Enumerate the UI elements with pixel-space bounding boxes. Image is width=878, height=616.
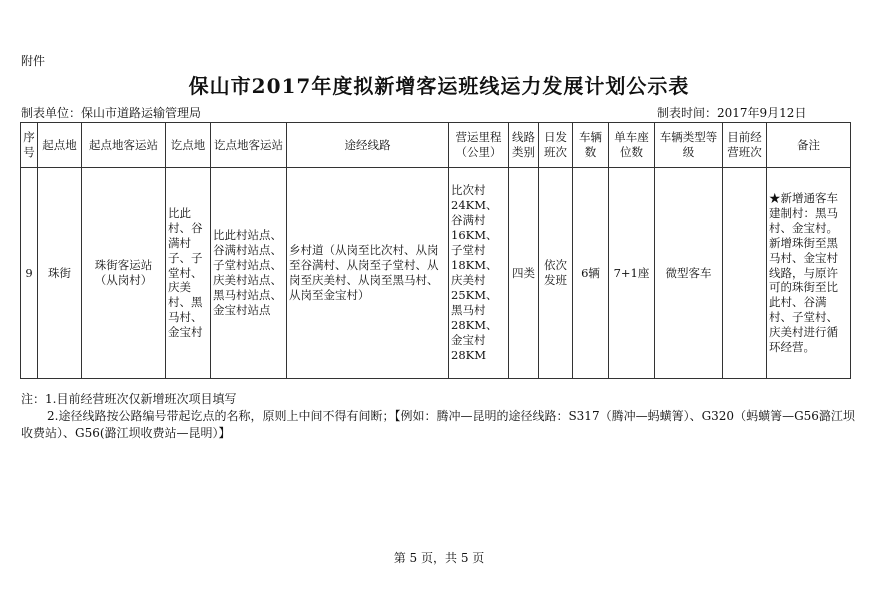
header-cell: 目前经营班次 bbox=[723, 123, 767, 168]
cell-vehicle-type: 微型客车 bbox=[655, 168, 723, 379]
cell-route: 乡村道（从岗至比次村、从岗至谷满村、从岗至子堂村、从岗至庆美村、从岗至黑马村、从岗至金宝村） bbox=[287, 168, 449, 379]
document-title: 保山市2017年度拟新增客运班线运力发展计划公示表 bbox=[188, 74, 690, 98]
header-cell: 备注 bbox=[767, 123, 851, 168]
table-row bbox=[21, 168, 851, 379]
header-cell: 序号 bbox=[21, 123, 38, 168]
header-cell: 起点地客运站 bbox=[82, 123, 166, 168]
header-cell: 讫点地客运站 bbox=[211, 123, 287, 168]
page-number: 第 5 页，共 5 页 bbox=[393, 551, 485, 565]
cell-daily-runs: 依次发班 bbox=[539, 168, 573, 379]
table-header-row bbox=[21, 123, 851, 168]
header-cell: 起点地 bbox=[38, 123, 82, 168]
header-cell: 单车座位数 bbox=[609, 123, 655, 168]
header-cell: 讫点地 bbox=[166, 123, 211, 168]
header-cell: 途经线路 bbox=[287, 123, 449, 168]
cell-origin: 珠街 bbox=[38, 168, 82, 379]
cell-vehicle-count: 6辆 bbox=[573, 168, 609, 379]
attachment-label: 附件 bbox=[21, 54, 46, 68]
header-cell: 车辆数 bbox=[573, 123, 609, 168]
issue-date: 制表时间：2017年9月12日 bbox=[657, 106, 807, 120]
cell-seq: 9 bbox=[21, 168, 38, 379]
cell-mileage: 比次村24KM、谷满村16KM、子堂村18KM、庆美村25KM、黑马村28KM、金宝村28KM bbox=[449, 168, 509, 379]
header-cell: 车辆类型等级 bbox=[655, 123, 723, 168]
header-cell: 日发班次 bbox=[539, 123, 573, 168]
note-1: 注：1.目前经营班次仅新增班次项目填写 bbox=[21, 392, 237, 406]
cell-origin-station: 珠街客运站（从岗村） bbox=[82, 168, 166, 379]
cell-current-runs bbox=[723, 168, 767, 379]
cell-destination: 比此村、谷满村子、子堂村、庆美村、黑马村、金宝村 bbox=[166, 168, 211, 379]
header-cell: 线路类别 bbox=[509, 123, 539, 168]
plan-table bbox=[20, 122, 851, 379]
cell-route-class: 四类 bbox=[509, 168, 539, 379]
cell-remarks: ★新增通客车建制村：黑马村、金宝村。新增珠街至黑马村、金宝村线路，与原许可的珠街至比此村、谷满村、子堂村、庆美村进行循环经营。 bbox=[767, 168, 851, 379]
cell-seats: 7+1座 bbox=[609, 168, 655, 379]
cell-destination-station: 比此村站点、谷满村站点、子堂村站点、庆美村站点、黑马村站点、金宝村站点 bbox=[211, 168, 287, 379]
header-cell: 营运里程（公里） bbox=[449, 123, 509, 168]
issuing-unit: 制表单位：保山市道路运输管理局 bbox=[21, 106, 202, 120]
note-2: 2.途径线路按公路编号带起讫点的名称，原则上中间不得有间断；【例如：腾冲—昆明的途径线路：S317（腾冲—蚂蟥箐）、G320（蚂蟥箐—G56潞江坝收费站）、G56(潞江坝收费站—昆明）】 bbox=[21, 409, 855, 441]
